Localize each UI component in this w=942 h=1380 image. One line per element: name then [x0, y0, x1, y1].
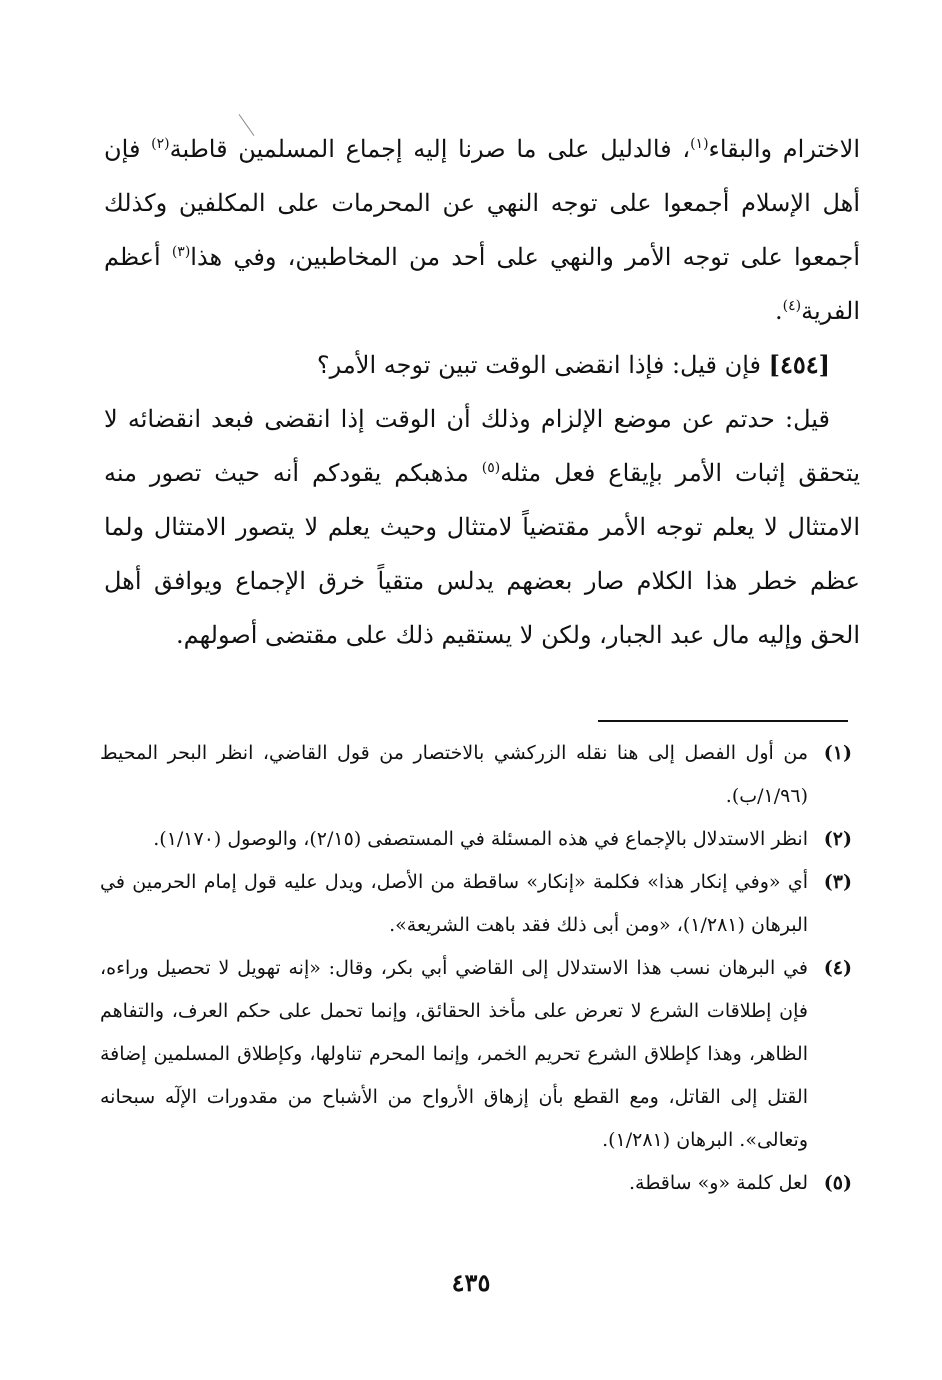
footnote-ref-2[interactable]: (٢) [151, 136, 170, 152]
paragraph-2-text-a: قيل: حدتم عن موضع الإلزام وذلك أن الوقت إذا انقضى فبعد انقضائه لا يتحقق إثبات الأمر بإيقاع فعل مثله [104, 405, 861, 487]
footnote-ref-5[interactable]: (٥) [481, 460, 501, 476]
footnote-text: من أول الفصل إلى هنا نقله الزركشي بالاختصار من قول القاضي، انظر البحر المحيط (١/٩٦/ب). [100, 742, 808, 807]
footnote-separator [598, 720, 848, 722]
footnote-text: أي «وفي إنكار هذا» فكلمة «إنكار» ساقطة من الأصل، ويدل عليه قول إمام الحرمين في البرهان (١/٢٨١)، «ومن أبى ذلك فقد باهت الشريعة». [100, 871, 809, 936]
footnote-ref-3[interactable]: (٣) [171, 244, 191, 260]
footnote-number: (٢) [823, 828, 852, 850]
footnote-number: (١) [823, 742, 852, 764]
footnote-1 [100, 732, 852, 818]
section-heading [104, 338, 860, 392]
paragraph-1 [104, 122, 860, 338]
paragraph-1-text-c: فإن أهل الإسلام أجمعوا على توجه النهي عن المحرمات على المكلفين وكذلك أجمعوا على توجه الأمر والنهي على أحد من المخاطبين، وفي هذا [104, 135, 860, 271]
main-text [104, 122, 860, 662]
paragraph-2 [104, 392, 860, 662]
footnote-number: (٣) [823, 871, 852, 893]
footnote-text: في البرهان نسب هذا الاستدلال إلى القاضي أبي بكر، وقال: «إنه تهويل لا تحصيل وراءه، فإن إطلاقات الشرع لا تعرض على مأخذ الحقائق، وإنما تحمل على حكم العرف، والتفاهم الظاهر، وهذا كإطلاق الشرع تحريم الخمر، وإنما المحرم تناولها، وكإطلاق المسلمين إضافة القتل إلى القاتل، ومع القطع بأن إزهاق الأرواح من الأشباح من مقدورات الإلٓه سبحانه وتعالى». البرهان (١/٢٨١). [100, 957, 808, 1151]
footnote-number: (٤) [823, 957, 852, 979]
footnote-ref-4[interactable]: (٤) [782, 298, 802, 314]
footnote-text: لعل كلمة «و» ساقطة. [629, 1172, 808, 1194]
footnote-5 [100, 1162, 852, 1205]
section-number: [٤٥٤] [768, 350, 830, 379]
footnote-ref-1[interactable]: (١) [690, 136, 709, 152]
footnote-2 [100, 818, 852, 861]
footnote-3 [100, 861, 852, 947]
paragraph-1-text-d: أعظم الفرية [104, 243, 860, 325]
paragraph-1-text-b: ، فالدليل على ما صرنا إليه إجماع المسلمين قاطبة [169, 135, 691, 163]
page-number: ٤٣٥ [451, 1268, 491, 1297]
footnotes [100, 732, 852, 1205]
footnote-number: (٥) [823, 1172, 852, 1194]
paragraph-2-text-b: مذهبكم يقودكم أنه حيث تصور منه الامتثال لا يعلم توجه الأمر مقتضياً لامتثال وحيث يعلم لا يتصور الامتثال ولما عظم خطر هذا الكلام صار بعضهم يدلس متقياً خرق الإجماع ويوافق أهل الحق وإليه مال عبد الجبار، ولكن لا يستقيم ذلك على مقتضى أصولهم. [104, 459, 860, 649]
section-question: فإن قيل: فإذا انقضى الوقت تبين توجه الأمر؟ [316, 351, 769, 379]
footnote-4 [100, 947, 852, 1162]
paragraph-1-text-a: الاخترام والبقاء [708, 135, 860, 163]
footnote-text: انظر الاستدلال بالإجماع في هذه المسئلة في المستصفى (٢/١٥)، والوصول (١/١٧٠). [153, 828, 808, 850]
paragraph-1-text-e: . [774, 297, 783, 325]
